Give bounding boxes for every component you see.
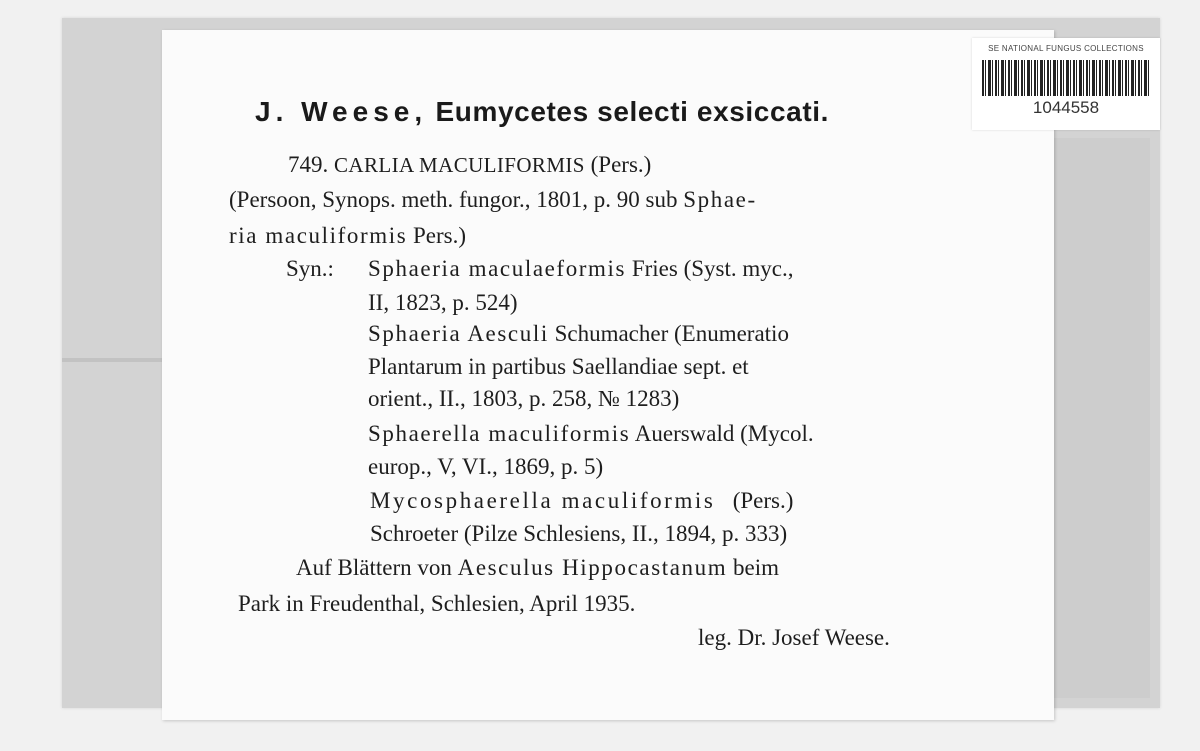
synonym-3 [368, 422, 814, 445]
synonym-2-ref: Schumacher (Enumeratio [554, 321, 789, 346]
host-suffix: beim [732, 555, 779, 580]
synonym-1-ref-cont: II, 1823, p. 524) [368, 290, 518, 315]
title-author: J. Weese, [255, 96, 428, 127]
label-title [255, 98, 829, 126]
title-series: Eumycetes selecti exsiccati. [435, 96, 830, 127]
synonym-1-ref: Fries (Syst. myc., [631, 256, 794, 281]
exsiccata-number: 749. [288, 152, 329, 177]
synonym-2-ref-cont-2: orient., II., 1803, p. 258, № 1283) [368, 386, 680, 411]
synonym-3-ref-cont: europ., V, VI., 1869, p. 5) [368, 454, 604, 479]
synonym-1 [368, 257, 793, 280]
synonym-2-ref-cont: Plantarum in partibus Saellandiae sept. et [368, 354, 749, 379]
basionym-line-1 [229, 188, 757, 211]
species-author: (Pers.) [590, 152, 652, 177]
basionym-ref: (Persoon, Synops. meth. fungor., 1801, p. 90 sub [229, 187, 678, 212]
synonym-1-name: Sphaeria maculaeformis [368, 256, 627, 281]
barcode-icon [982, 60, 1150, 96]
basionym-genus: Sphae- [683, 187, 757, 212]
synonym-2 [368, 322, 789, 345]
synonym-3-ref: Auerswald (Mycol. [634, 421, 814, 446]
basionym-author: Pers.) [413, 223, 467, 248]
collector-line: leg. Dr. Josef Weese. [698, 625, 890, 650]
synonym-label: Syn.: [286, 256, 334, 281]
locality-line: Park in Freudenthal, Schlesien, April 1935. [238, 591, 636, 616]
synonym-2-name: Sphaeria Aesculi [368, 321, 549, 346]
synonym-4 [370, 489, 793, 512]
synonym-4-author: (Pers.) [732, 488, 794, 513]
synonym-3-name: Sphaerella maculiformis [368, 421, 631, 446]
basionym-line-2 [229, 224, 466, 247]
basionym-epithet: ria maculiformis [229, 223, 408, 248]
folder-crease [62, 358, 170, 362]
host-species: Aesculus Hippocastanum [457, 555, 728, 580]
barcode-number: 1044558 [1032, 98, 1100, 117]
barcode-tag [972, 38, 1160, 130]
barcode-institution: SE NATIONAL FUNGUS COLLECTIONS [988, 44, 1144, 53]
species-line [288, 153, 651, 176]
host-prefix: Auf Blättern von [296, 555, 452, 580]
synonym-4-ref: Schroeter (Pilze Schlesiens, II., 1894, p. 333) [370, 521, 788, 546]
host-line [296, 556, 779, 579]
folder-edge [1050, 138, 1150, 698]
synonym-4-name: Mycosphaerella maculiformis [370, 488, 716, 513]
species-name: CARLIA MACULIFORMIS [334, 153, 585, 177]
